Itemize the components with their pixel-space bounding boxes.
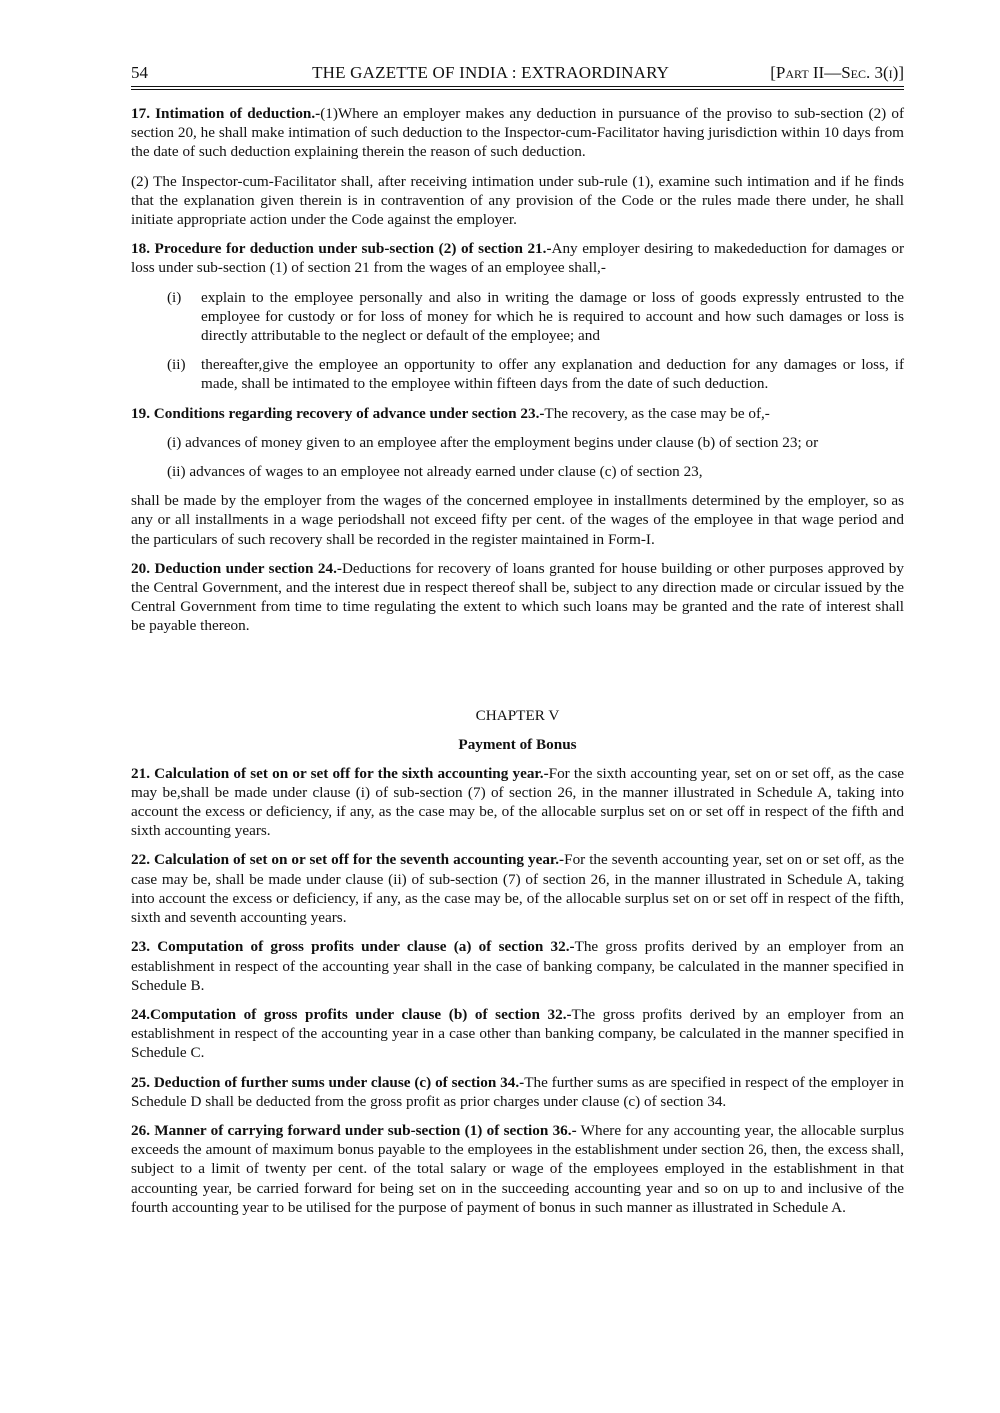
- gazette-page: [131, 62, 904, 1227]
- rule-18-item: [167, 355, 904, 393]
- chapter-subtitle: Payment of Bonus: [458, 735, 577, 753]
- rule-24: [131, 1005, 904, 1063]
- rule-18-item: [167, 288, 904, 346]
- rule-25: [131, 1073, 904, 1111]
- item-marker: (i): [167, 288, 182, 306]
- rule-23: [131, 937, 904, 995]
- rule-22: [131, 850, 904, 927]
- rule-20: [131, 559, 904, 636]
- item-text: thereafter,give the employee an opportunity to offer any explanation and deduction for any damages or loss, if made, shall be intimated to the employee within fifteen days from the date of such deduction.: [201, 356, 904, 393]
- rule-18-heading: 18. Procedure for deduction under sub-section (2) of section 21.-: [131, 240, 552, 258]
- rule-19-heading: 19. Conditions regarding recovery of advance under section 23.-: [131, 404, 545, 422]
- page-header: [131, 62, 904, 84]
- rule-21-text: For the sixth accounting year, set on or set off, as the case may be,shall be made under clause (i) of sub-section (7) of section 26, in the manner illustrated in Schedule A, taking into account the excess or deficiency, if any, as the case may be, of the allocable surplus set on or set off in respect of the fifth and sixth accounting years.: [131, 764, 905, 840]
- rule-26-heading: 26. Manner of carrying forward under sub-section (1) of section 36.-: [131, 1121, 577, 1139]
- rule-25-heading: . Deduction of further sums under clause (c) of section 34.-: [146, 1073, 525, 1091]
- rule-20-text: Deductions for recovery of loans granted for house building or other purposes approved by the Central Government, and the interest due in respect thereof shall be, subject to any direction made or circular issued by the Central Government from time to time regulating the extent to which such loans may be granted and the rate of interest shall be payable thereon.: [131, 559, 904, 635]
- header-rule-thin: [131, 89, 904, 90]
- chapter-title: CHAPTER V: [475, 706, 560, 724]
- item-marker: (ii): [167, 356, 186, 374]
- rule-19-text: The recovery, as the case may be of,-: [544, 404, 770, 422]
- part-section: [Part II—Sec. 3(i)]: [770, 63, 904, 82]
- rule-18-text: Any employer desiring to makededuction for damages or loss under sub-section (1) of section 21 from the wages of an employee shall,-: [131, 240, 904, 277]
- rule-17-heading: 17. Intimation of deduction.-: [131, 105, 321, 122]
- rule-25-text: The further sums as are specified in respect of the employer in Schedule D shall be deducted from the gross profit as prior charges under clause (c) of section 34.: [131, 1073, 904, 1110]
- rule-21: [131, 764, 904, 841]
- rule-19-item: (i) advances of money given to an employee after the employment begins under clause (b) of section 23; or: [167, 433, 819, 451]
- rule-21-heading: 21. Calculation of set on or set off for the sixth accounting year.-: [131, 764, 549, 782]
- rule-22-text: For the seventh accounting year, set on or set off, as the case may be, shall be made under clause (ii) of sub-section (7) of section 26, in the manner illustrated in Schedule A, taking into account the excess or deficiency, if any, as the case may be, of the allocable surplus set on or set off in respect of the fifth, sixth and seventh accounting years.: [131, 851, 904, 927]
- item-text: explain to the employee personally and also in writing the damage or loss of goods expressly entrusted to the employee for custody or for loss of money for which he is required to account and how such damages or loss is directly attributable to the neglect or default of the employee; and: [201, 288, 904, 345]
- rule-25-number: 25: [131, 1073, 147, 1091]
- rule-22-heading: 22. Calculation of set on or set off for the seventh accounting year.-: [131, 851, 565, 869]
- rule-19-item: (ii) advances of wages to an employee not already earned under clause (c) of section 23,: [167, 463, 703, 481]
- rule-17-para-2: (2) The Inspector-cum-Facilitator shall, after receiving intimation under sub-rule (1), examine such intimation and if he finds that the explanation given therein is in contravention of any provision of the Code or the rules made there under, he shall initiate appropriate action under the Code against the employer.: [131, 172, 904, 229]
- rule-19: [131, 404, 904, 423]
- rule-26-text: Where for any accounting year, the allocable surplus exceeds the amount of maximum bonus payable to the employees in the establishment under section 26, then, the excess shall, subject to a limit of twenty per cent. of the total salary or wage of the employees employed in the establishment in that accounting year, be carried forward for being set on in the succeeding accounting year and so on up to and inclusive of the fourth accounting year to be utilised for the purpose of payment of bonus in such manner as illustrated in Schedule A.: [131, 1121, 904, 1216]
- gazette-title: THE GAZETTE OF INDIA : EXTRAORDINARY: [312, 63, 670, 82]
- page-number: 54: [131, 63, 148, 82]
- header-rule-thick: [131, 86, 904, 87]
- rule-17: [131, 104, 904, 162]
- rule-24-heading: 24.Computation of gross profits under clause (b) of section 32.-: [131, 1005, 572, 1023]
- rule-23-text: The gross profits derived by an employer from an establishment in respect of the accounting year shall in the case of banking company, be calculated in the manner specified in Schedule B.: [131, 938, 905, 994]
- rule-23-heading: 23. Computation of gross profits under clause (a) of section 32.-: [131, 938, 575, 956]
- rule-18: [131, 239, 904, 277]
- rule-17-text: (1)Where an employer makes any deduction in pursuance of the proviso to sub-section (2) of section 20, he shall make intimation of such deduction to the Inspector-cum-Facilitator having jurisdiction within 10 days from the date of such deduction explaining therein the reason of such deduction.: [131, 105, 904, 161]
- rule-20-heading: 20. Deduction under section 24.-: [131, 559, 342, 577]
- rule-24-text: The gross profits derived by an employer from an establishment in respect of the accounting year in a case other than banking company, be calculated in the manner specified in Schedule C.: [131, 1005, 904, 1062]
- rule-19-tail: shall be made by the employer from the wages of the concerned employee in installments determined by the employer, so as any or all installments in a wage periodshall not exceed fifty per cent. of the wages of the employee in that wage period and the particulars of such recovery shall be recorded in the register maintained in Form-I.: [131, 492, 904, 548]
- rule-26: [131, 1121, 904, 1217]
